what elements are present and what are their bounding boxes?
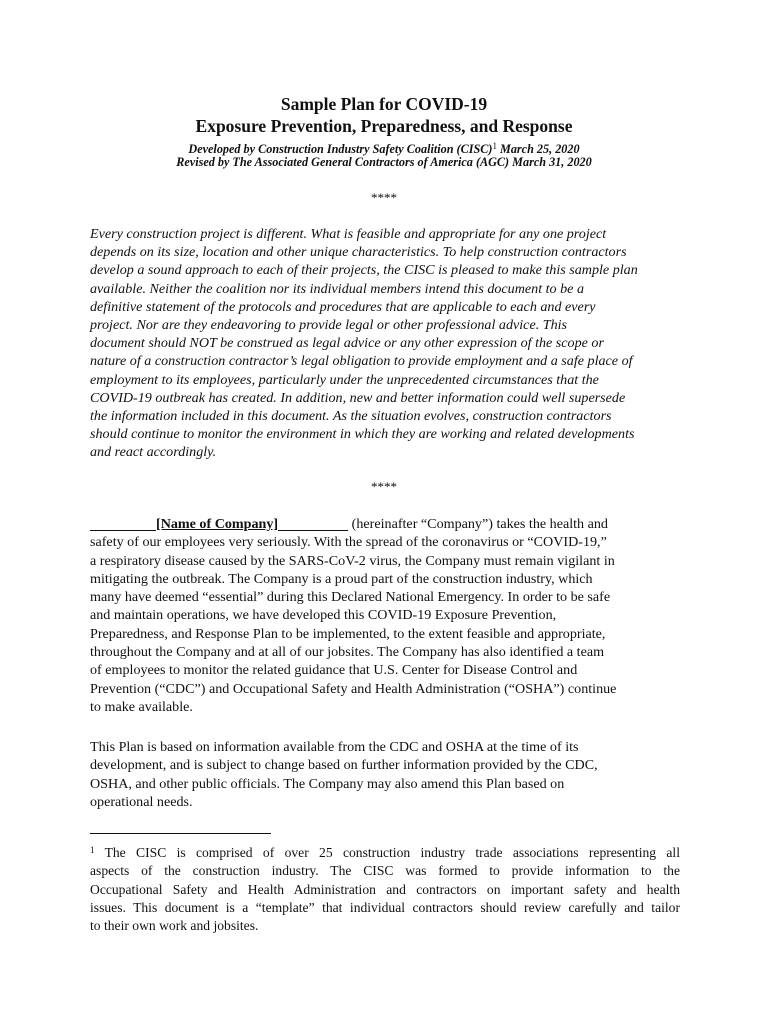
- intro-first-line: [90, 515, 690, 533]
- intro-line: and maintain operations, we have developed this COVID-19 Exposure Prevention,: [90, 607, 557, 624]
- document-title-line-2: Exposure Prevention, Preparedness, and Response: [195, 116, 573, 136]
- disclaimer-paragraph: [90, 225, 710, 462]
- disclaimer-line: available. Neither the coalition nor its individual members intend this document to be a: [90, 280, 584, 297]
- footnote-divider: [90, 833, 271, 834]
- footnote: [90, 841, 680, 935]
- plan-basis-line: operational needs.: [90, 793, 193, 810]
- intro-line: Prevention (“CDC”) and Occupational Safety and Health Administration (“OSHA”) continue: [90, 680, 617, 697]
- intro-line: to make available.: [90, 698, 193, 715]
- company-name-text: [Name of Company]: [156, 516, 279, 532]
- disclaimer-line: nature of a construction contractor’s legal obligation to provide employment and a safe place of: [90, 353, 633, 370]
- footnote-line: [90, 841, 680, 862]
- plan-basis-line: This Plan is based on information available from the CDC and OSHA at the time of its: [90, 739, 579, 755]
- disclaimer-line: should continue to monitor the environment in which they are working and related developments: [90, 426, 635, 443]
- company-name-placeholder[interactable]: [90, 516, 348, 532]
- disclaimer-line: develop a sound approach to each of their projects, the CISC is pleased to make this sample plan: [90, 262, 638, 279]
- footnote-line: aspects of the construction industry. The CISC was formed to provide information to the: [90, 863, 680, 879]
- section-separator: ****: [371, 479, 397, 494]
- plan-basis-line: OSHA, and other public officials. The Company may also amend this Plan based on: [90, 775, 565, 792]
- disclaimer-line: employment to its employees, particularly under the unprecedented circumstances that the: [90, 371, 599, 388]
- footnote-line: Occupational Safety and Health Administration and contractors on important safety and health: [90, 881, 680, 897]
- footnote-reference[interactable]: 1: [492, 141, 497, 151]
- footnote-line-text: The CISC is comprised of over 25 construction industry trade associations representing all: [94, 845, 680, 860]
- intro-line: Preparedness, and Response Plan to be implemented, to the extent feasible and appropriate,: [90, 625, 606, 642]
- footnote-line: issues. This document is a “template” that individual contractors should review carefully and tailor: [90, 899, 680, 915]
- developed-date: March 25, 2020: [496, 142, 580, 156]
- intro-line: throughout the Company and at all of our jobsites. The Company has also identified a team: [90, 644, 605, 661]
- blank-underline: [90, 516, 156, 531]
- plan-basis-paragraph: [90, 738, 690, 811]
- intro-line: safety of our employees very seriously. With the spread of the coronavirus or “COVID-19,”: [90, 534, 607, 551]
- footnote-line: to their own work and jobsites.: [90, 918, 259, 934]
- disclaimer-line: project. Nor are they endeavoring to provide legal or other professional advice. This: [90, 317, 568, 334]
- disclaimer-line: document should NOT be construed as legal advice or any other expression of the scope or: [90, 335, 604, 352]
- intro-line: many have deemed “essential” during this Declared National Emergency. In order to be safe: [90, 589, 611, 606]
- disclaimer-line: COVID-19 outbreak has created. In addition, new and better information could well supersede: [90, 389, 626, 406]
- disclaimer-line: Every construction project is different. What is feasible and appropriate for any one project: [90, 226, 607, 242]
- footnote-marker: 1: [90, 845, 95, 855]
- disclaimer-line: and react accordingly.: [90, 444, 217, 461]
- intro-line: of employees to monitor the related guidance that U.S. Center for Disease Control and: [90, 662, 578, 679]
- document-title-line-1: Sample Plan for COVID-19: [280, 94, 488, 114]
- blank-underline: [278, 516, 348, 531]
- disclaimer-line: the information included in this document. As the situation evolves, construction contractors: [90, 408, 612, 425]
- section-separator: ****: [371, 190, 397, 205]
- disclaimer-line: depends on its size, location and other unique characteristics. To help construction contractors: [90, 244, 627, 261]
- intro-line: a respiratory disease caused by the SARS-CoV-2 virus, the Company must remain vigilant in: [90, 552, 615, 569]
- revised-by-line: Revised by The Associated General Contractors of America (AGC) March 31, 2020: [176, 155, 592, 169]
- disclaimer-line: definitive statement of the protocols and procedures that are applicable to each and every: [90, 298, 596, 315]
- plan-basis-line: development, and is subject to change based on further information provided by the CDC,: [90, 757, 598, 774]
- developed-by-text: Developed by Construction Industry Safety Coalition (CISC): [188, 142, 493, 156]
- intro-first-line-text: (hereinafter “Company”) takes the health and: [348, 516, 608, 532]
- intro-paragraph: [90, 515, 690, 716]
- intro-line: mitigating the outbreak. The Company is a proud part of the construction industry, which: [90, 570, 593, 587]
